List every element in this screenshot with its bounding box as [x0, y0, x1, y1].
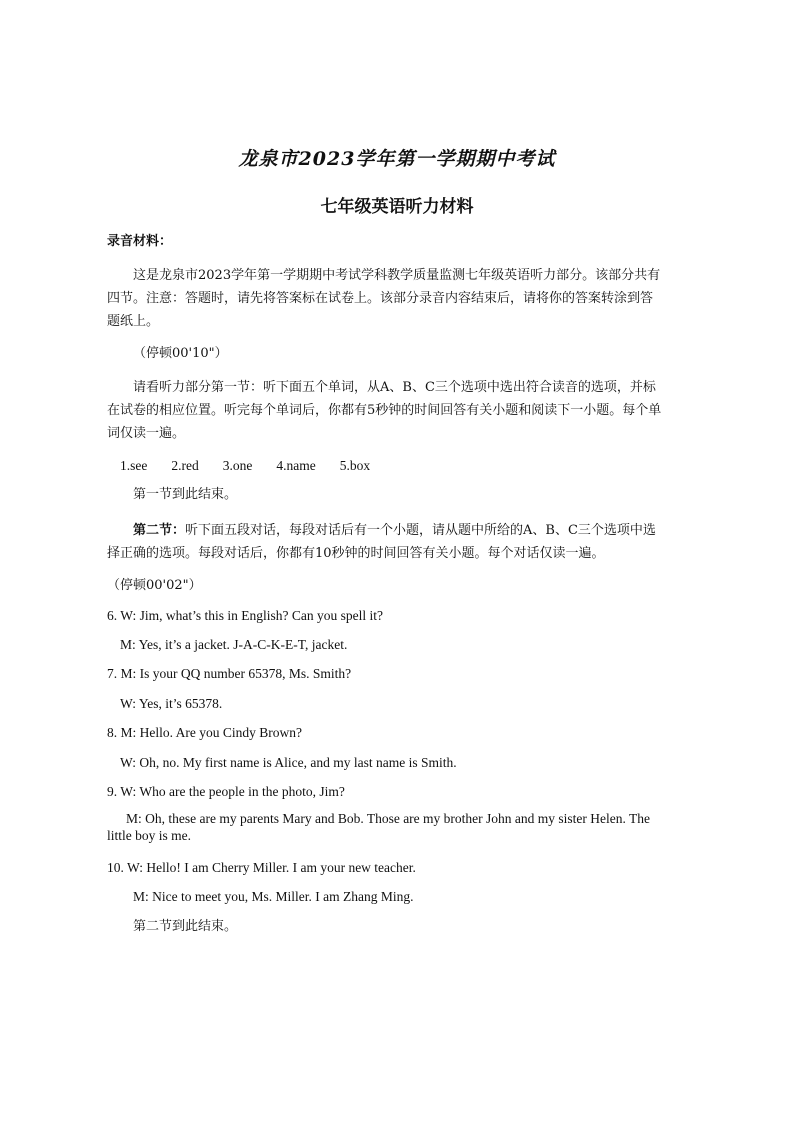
part2-instruction-line-1 — [133, 520, 794, 542]
pause-note-1: （停顿00'10"） — [133, 346, 228, 361]
dialogue-line: W: Oh, no. My first name is Alice, and my last name is Smith. — [120, 755, 457, 770]
page-title: 龙泉市2023学年第一学期期中考试 — [238, 148, 556, 170]
intro-line-3: 题纸上。 — [107, 314, 160, 329]
dialogue-line: M: Oh, these are my parents Mary and Bob. Those are my brother John and my sister Helen. The — [126, 811, 651, 826]
section-label: 录音材料： — [107, 234, 173, 249]
part1-end: 第一节到此结束。 — [133, 487, 238, 502]
word-item: 4.name — [276, 458, 316, 473]
dialogue-line: 9. W: Who are the people in the photo, Jim? — [107, 784, 345, 799]
page-subtitle: 七年级英语听力材料 — [320, 197, 474, 217]
dialogue-line: 8. M: Hello. Are you Cindy Brown? — [107, 725, 302, 740]
word-item: 5.box — [339, 458, 371, 473]
dialogue-line: 6. W: Jim, what’s this in English? Can you spell it? — [107, 608, 383, 623]
part2-instruction-text: 听下面五段对话，每段对话后有一个小题，请从题中所给的A、B、C三个选项中选 — [185, 523, 656, 538]
part2-instruction-line-2: 择正确的选项。每段对话后，你都有10秒钟的时间回答有关小题。每个对话仅读一遍。 — [107, 546, 605, 561]
word-item: 2.red — [171, 458, 199, 473]
word-item: 1.see — [120, 458, 148, 473]
part1-instruction-line-1: 请看听力部分第一节：听下面五个单词，从A、B、C三个选项中选出符合读音的选项，并标 — [133, 380, 656, 395]
dialogue-line: W: Yes, it’s 65378. — [120, 696, 223, 711]
dialogue-line: 10. W: Hello! I am Cherry Miller. I am your new teacher. — [107, 860, 416, 875]
part2-end: 第二节到此结束。 — [133, 919, 238, 934]
word-list — [120, 455, 794, 477]
pause-note-2: （停顿00'02"） — [107, 578, 202, 593]
intro-line-1: 这是龙泉市2023学年第一学期期中考试学科教学质量监测七年级英语听力部分。该部分共有 — [133, 268, 661, 283]
part1-instruction-line-3: 词仅读一遍。 — [107, 426, 186, 441]
part2-label: 第二节： — [133, 523, 186, 538]
dialogue-line: 7. M: Is your QQ number 65378, Ms. Smith? — [107, 666, 352, 681]
intro-line-2: 四节。注意：答题时，请先将答案标在试卷上。该部分录音内容结束后，请将你的答案转涂到答 — [107, 291, 654, 306]
dialogue-line: M: Yes, it’s a jacket. J-A-C-K-E-T, jacket. — [120, 637, 348, 652]
dialogue-line: little boy is me. — [107, 828, 191, 843]
word-item: 3.one — [222, 458, 253, 473]
dialogue-line: M: Nice to meet you, Ms. Miller. I am Zhang Ming. — [133, 889, 414, 904]
part1-instruction-line-2: 在试卷的相应位置。听完每个单词后，你都有5秒钟的时间回答有关小题和阅读下一小题。每个单 — [107, 403, 662, 418]
